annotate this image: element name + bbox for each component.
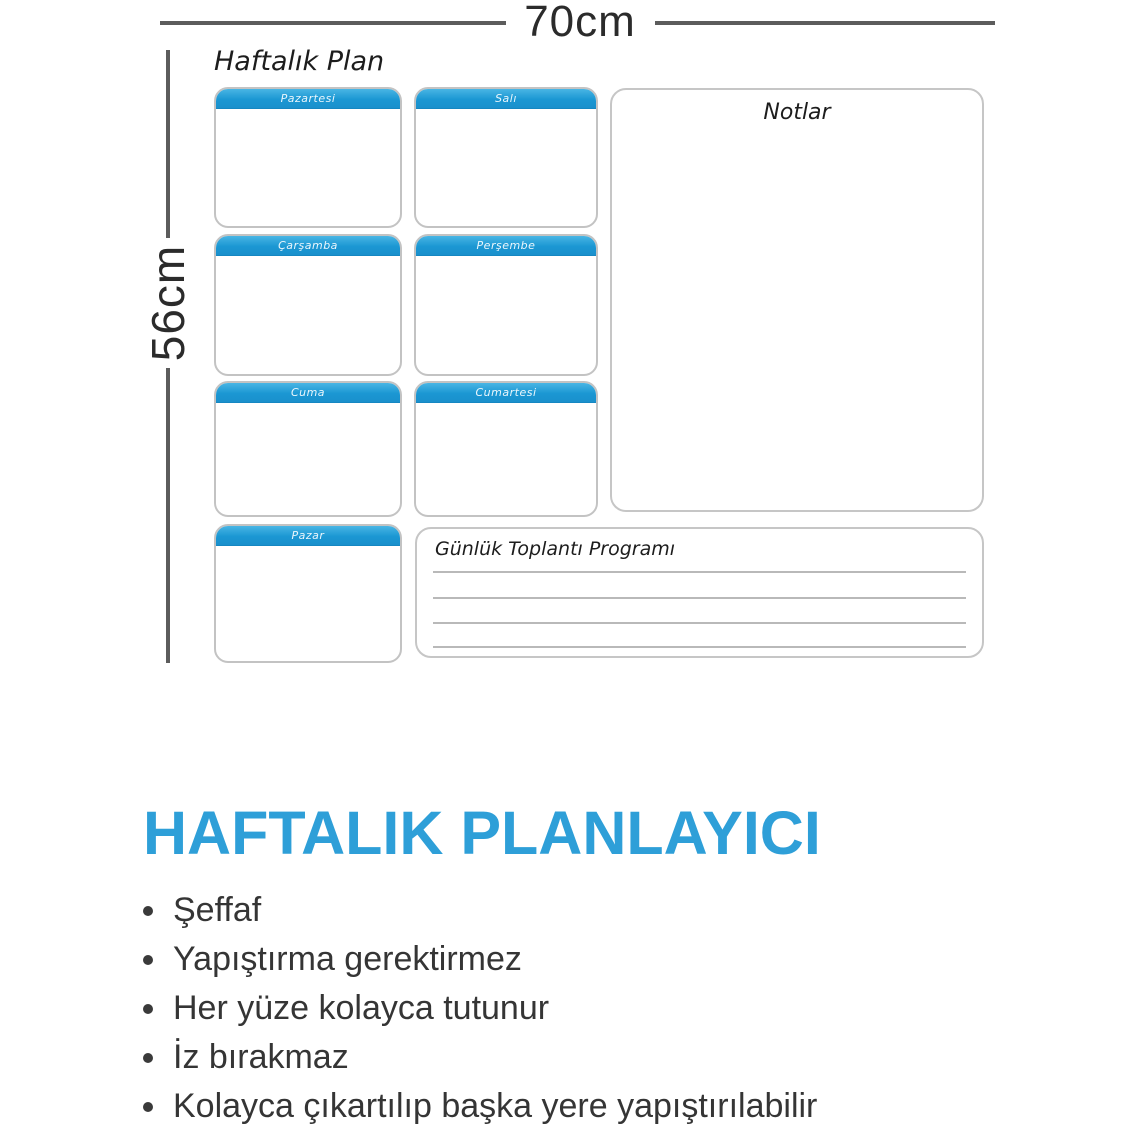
height-dimension-label: 56cm [142,244,194,362]
bullet-dot-icon [143,906,153,916]
day-header [216,526,400,546]
day-label: Çarşamba [278,239,338,252]
meeting-program-panel [415,527,984,658]
day-header [216,236,400,256]
product-title: HAFTALIK PLANLAYICI [143,799,821,867]
day-box-pazar [214,524,402,663]
day-header [216,89,400,109]
ruled-line [433,622,966,624]
meeting-program-title: Günlük Toplantı Programı [435,538,676,560]
feature-text: Her yüze kolayca tutunur [173,989,550,1027]
day-label: Salı [495,92,517,105]
day-box-persembe [414,234,598,376]
day-label: Pazartesi [280,92,336,105]
feature-item [143,984,817,1033]
feature-list [143,886,817,1131]
width-dimension-line-right [655,21,995,25]
day-header [416,89,596,109]
feature-item [143,1082,817,1131]
day-label: Pazar [291,529,325,542]
day-label: Cuma [290,386,326,399]
day-label: Cumartesi [475,386,537,399]
width-dimension-line-left [160,21,506,25]
height-dimension-line-top [166,50,170,238]
ruled-line [433,646,966,648]
ruled-line [433,597,966,599]
day-header [416,236,596,256]
width-dimension-label: 70cm [524,0,636,46]
feature-text: İz bırakmaz [173,1038,349,1076]
height-dimension-line-bottom [166,368,170,663]
day-header [216,383,400,403]
day-box-sali [414,87,598,228]
day-box-cumartesi [414,381,598,517]
feature-item [143,935,817,984]
day-box-pazartesi [214,87,402,228]
day-box-cuma [214,381,402,517]
bullet-dot-icon [143,1004,153,1014]
planner-title: Haftalık Plan [214,46,385,77]
notes-title: Notlar [763,100,831,125]
feature-text: Kolayca çıkartılıp başka yere yapıştırılabilir [173,1087,818,1125]
feature-text: Yapıştırma gerektirmez [173,940,522,978]
day-box-carsamba [214,234,402,376]
bullet-dot-icon [143,955,153,965]
notes-panel [610,88,984,512]
feature-item [143,886,817,935]
ruled-line [433,571,966,573]
feature-item [143,1033,817,1082]
bullet-dot-icon [143,1053,153,1063]
day-label: Perşembe [476,239,536,252]
feature-text: Şeffaf [173,891,262,929]
bullet-dot-icon [143,1102,153,1112]
day-header [416,383,596,403]
